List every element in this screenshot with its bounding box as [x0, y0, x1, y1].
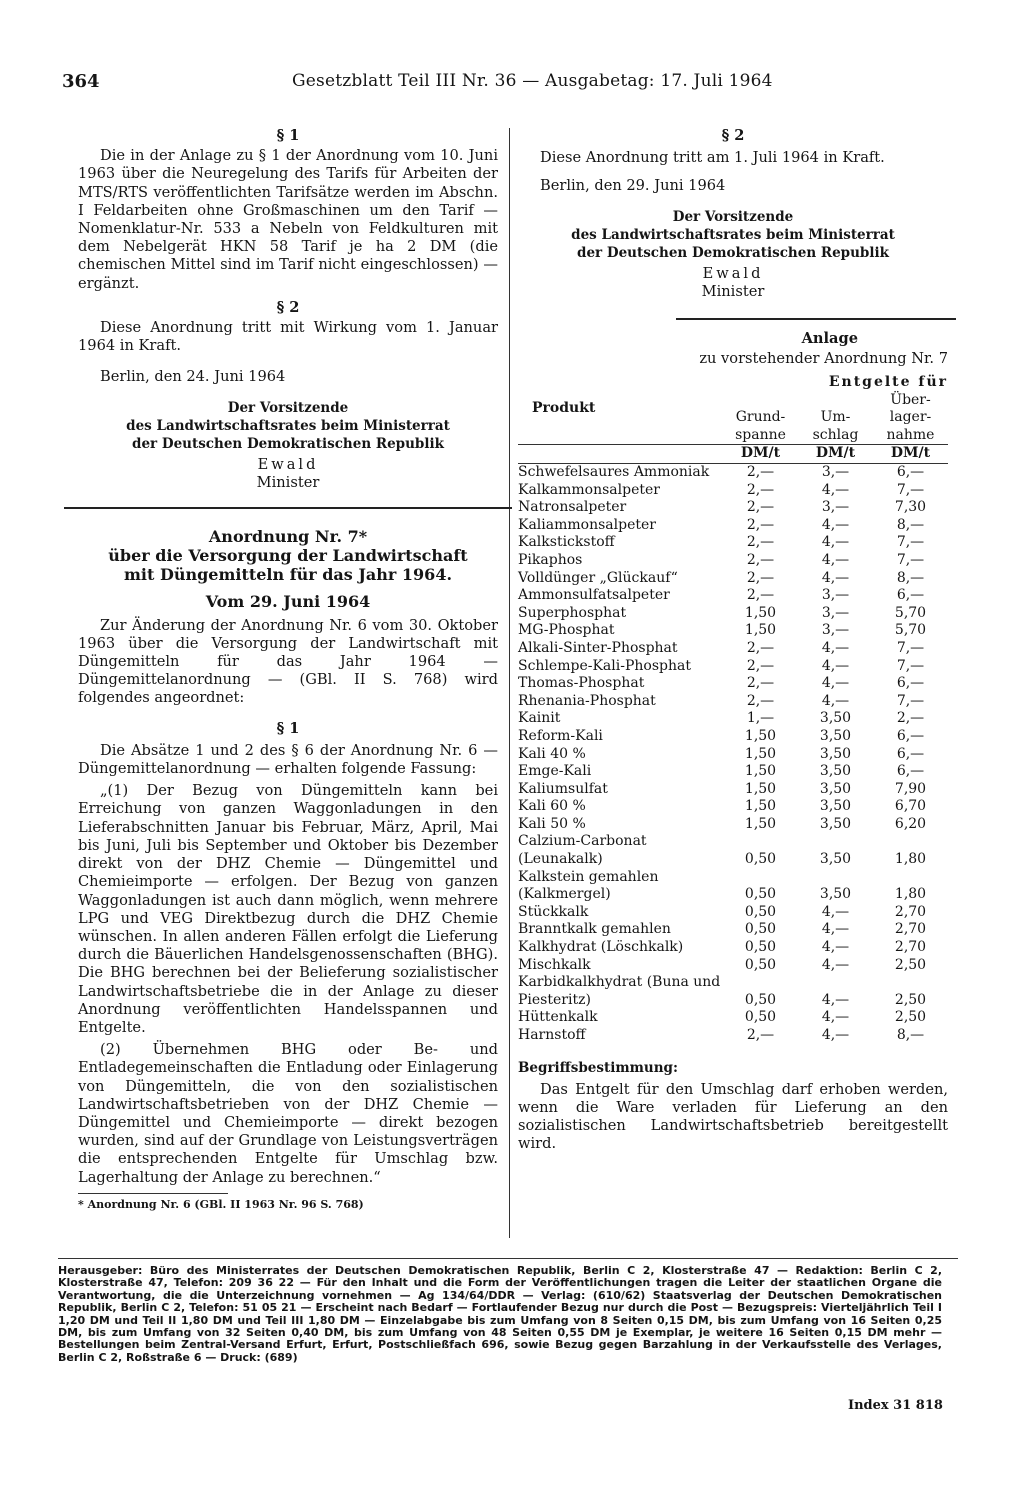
product-cell: Pikaphos	[518, 551, 583, 568]
ordinance-title: mit Düngemitteln für das Jahr 1964.	[123, 564, 453, 584]
table-row	[518, 570, 948, 588]
value-cell: 2,—	[746, 1027, 775, 1043]
ordinance-title: Anordnung Nr. 7*	[208, 526, 368, 546]
product-cell: Thomas-Phosphat	[518, 675, 645, 692]
column-divider	[509, 128, 510, 1238]
value-cell: 2,—	[746, 639, 775, 656]
signature-line: des Landwirtschaftsrates beim Ministerrat	[571, 226, 895, 243]
section-heading: § 2	[276, 298, 300, 316]
footnote-rule	[78, 1193, 228, 1194]
value-cell: 6,—	[896, 675, 925, 692]
product-cell: Branntkalk gemahlen	[518, 921, 671, 938]
value-cell: 3,50	[819, 780, 852, 797]
section-rule	[676, 318, 956, 320]
value-cell: 5,70	[894, 604, 927, 621]
signature-line: des Landwirtschaftsrates beim Ministerrat	[126, 417, 450, 434]
section-rule	[64, 507, 512, 509]
table-row	[518, 1009, 948, 1027]
value-cell: 2,70	[894, 939, 927, 956]
value-cell: 8,—	[896, 516, 925, 533]
place-date: Berlin, den 24. Juni 1964	[100, 368, 286, 386]
value-cell: 2,—	[746, 675, 775, 692]
value-cell: 2,—	[746, 587, 775, 604]
preamble: Zur Änderung der Anordnung Nr. 6 vom 30. Oktober 1963 über die Versorgung der Landwirtschaft mit Düngemitteln für das Jahr 1964 — Düngemittelanordnung — (GBl. II S. 768) wird folgendes angeordnet:	[78, 616, 498, 707]
value-cell: 2,—	[746, 516, 775, 533]
col-header-lagernahme: Über-lager-nahme	[886, 391, 935, 443]
value-cell: 2,—	[746, 657, 775, 674]
value-cell: 6,—	[896, 464, 925, 480]
table-row	[518, 939, 948, 957]
value-cell: 0,50	[744, 921, 777, 938]
value-cell: 6,70	[894, 798, 927, 815]
unit-cell: DM/t	[740, 445, 781, 462]
value-cell: 3,50	[819, 745, 852, 762]
value-cell: 3,50	[819, 886, 852, 903]
ordinance-title: über die Versorgung der Landwirtschaft	[108, 545, 468, 565]
signatory-role: Minister	[256, 474, 320, 492]
annex-subtitle: zu vorstehender Anordnung Nr. 7	[699, 349, 948, 367]
value-cell: 4,—	[821, 569, 850, 586]
definition-text: Das Entgelt für den Umschlag darf erhoben werden, wenn die Ware verladen für Lieferung an den sozialistischen Landwirtschaftsbetrieb bereitgestellt wird.	[518, 1080, 948, 1153]
value-cell: 7,90	[894, 780, 927, 797]
product-cell: Kali 50 %	[518, 815, 586, 832]
value-cell: 0,50	[744, 1009, 777, 1026]
value-cell: 2,—	[746, 551, 775, 568]
value-cell: 4,—	[821, 657, 850, 674]
value-cell: 3,50	[819, 815, 852, 832]
table-row	[518, 974, 948, 1009]
value-cell: 1,80	[894, 886, 927, 903]
product-cell: Kaliammonsalpeter	[518, 516, 656, 533]
table-row	[518, 728, 948, 746]
value-cell: 3,50	[819, 763, 852, 780]
place-date: Berlin, den 29. Juni 1964	[540, 177, 726, 195]
unit-cell: DM/t	[890, 445, 931, 462]
product-cell: Kali 60 %	[518, 798, 586, 815]
value-cell: 0,50	[744, 851, 777, 868]
value-cell: 1,—	[746, 710, 775, 727]
value-cell: 2,50	[894, 1009, 927, 1026]
table-row	[518, 675, 948, 693]
value-cell: 1,50	[744, 622, 777, 639]
value-cell: 1,50	[744, 798, 777, 815]
value-cell: 7,—	[896, 551, 925, 568]
value-cell: 1,50	[744, 727, 777, 744]
product-cell: Kali 40 %	[518, 745, 586, 762]
table-row	[518, 746, 948, 764]
value-cell: 3,50	[819, 851, 852, 868]
table-row	[518, 622, 948, 640]
value-cell: 0,50	[744, 903, 777, 920]
table-row	[518, 640, 948, 658]
value-cell: 2,50	[894, 991, 927, 1008]
product-cell: Karbidkalkhydrat (Buna und Piesteritz)	[518, 974, 721, 1008]
value-cell: 2,70	[894, 921, 927, 938]
signature-line: Der Vorsitzende	[672, 208, 794, 225]
product-cell: Kalkammonsalpeter	[518, 481, 660, 498]
value-cell: 7,—	[896, 657, 925, 674]
product-cell: Harnstoff	[518, 1027, 586, 1043]
col-group-header: Entgelte für	[828, 374, 948, 391]
product-cell: Emge-Kali	[518, 763, 592, 780]
value-cell: 3,—	[821, 587, 850, 604]
table-row	[518, 605, 948, 623]
value-cell: 3,50	[819, 710, 852, 727]
value-cell: 8,—	[896, 1027, 925, 1043]
value-cell: 3,—	[821, 464, 850, 480]
value-cell: 5,70	[894, 622, 927, 639]
header-title: Gesetzblatt Teil III Nr. 36 — Ausgabetag: 17. Juli 1964	[292, 71, 773, 91]
product-cell: Reform-Kali	[518, 727, 603, 744]
unit-cell: DM/t	[815, 445, 856, 462]
value-cell: 4,—	[821, 956, 850, 973]
value-cell: 2,—	[746, 464, 775, 480]
value-cell: 3,50	[819, 727, 852, 744]
value-cell: 4,—	[821, 1027, 850, 1043]
product-cell: Kalkstein gemahlen (Kalkmergel)	[518, 868, 659, 903]
value-cell: 0,50	[744, 956, 777, 973]
product-cell: Natronsalpeter	[518, 499, 627, 516]
table-row	[518, 869, 948, 904]
value-cell: 4,—	[821, 1009, 850, 1026]
value-cell: 4,—	[821, 481, 850, 498]
value-cell: 3,50	[819, 798, 852, 815]
section-heading: § 1	[276, 127, 300, 144]
paragraph: Diese Anordnung tritt am 1. Juli 1964 in Kraft.	[540, 149, 885, 167]
value-cell: 4,—	[821, 534, 850, 551]
value-cell: 6,—	[896, 763, 925, 780]
table-row	[518, 781, 948, 799]
value-cell: 3,—	[821, 622, 850, 639]
value-cell: 2,50	[894, 956, 927, 973]
paragraph: (2) Übernehmen BHG oder Be- und Entladegemeinschaften die Entladung oder Einlagerung von Düngemitteln, die von den sozialistischen Landwirtschaftsbetrieben von der DHZ Chemie — Düngemittel und Chemieimporte — direkt bezogen wurden, sind auf der Grundlage von Leistungsverträgen die entsprechenden Entgelte für Umschlag bzw. Lagerhaltung der Anlage zu berechnen.“	[78, 1041, 498, 1186]
value-cell: 8,—	[896, 569, 925, 586]
value-cell: 1,50	[744, 780, 777, 797]
signatory-name: Ewald	[702, 265, 764, 283]
table-row	[518, 921, 948, 939]
paragraph: Die Absätze 1 und 2 des § 6 der Anordnung Nr. 6 — Düngemittelanordnung — erhalten folgende Fassung:	[78, 741, 498, 778]
product-cell: Kaliumsulfat	[518, 780, 608, 797]
value-cell: 6,—	[896, 745, 925, 762]
value-cell: 1,50	[744, 745, 777, 762]
value-cell: 4,—	[821, 939, 850, 956]
section-heading: § 2	[721, 127, 745, 144]
value-cell: 2,—	[746, 692, 775, 709]
definition-heading: Begriffsbestimmung:	[518, 1059, 678, 1076]
paragraph: „(1) Der Bezug von Düngemitteln kann bei Erreichung von ganzen Waggonladungen in den Lieferabschnitten Januar bis Februar, März, April, Mai bis Juni, Juli bis September und Oktober bis Dezember direkt von der DHZ Chemie — Düngemittel und Chemieimporte — erfolgen. Der Bezug von ganzen Waggonladungen ist auch dann möglich, wenn mehrere LPG und VEG Direktbezug durch die DHZ Chemie wünschen. In allen anderen Fällen erfolgt die Lieferung durch die Bäuerlichen Handelsgenossenschaften (BHG). Die BHG berechnen bei der Belieferung sozialistischer Landwirtschaftsbetriebe die in der Anlage zu dieser Anordnung veröffentlichten Handelsspannen und Entgelte.	[78, 782, 498, 1036]
value-cell: 4,—	[821, 675, 850, 692]
value-cell: 1,50	[744, 763, 777, 780]
value-cell: 2,—	[746, 481, 775, 498]
value-cell: 4,—	[821, 639, 850, 656]
value-cell: 2,—	[746, 499, 775, 516]
table-row	[518, 763, 948, 781]
table-row	[518, 482, 948, 500]
value-cell: 3,—	[821, 604, 850, 621]
value-cell: 7,—	[896, 534, 925, 551]
section-heading: § 1	[276, 719, 300, 737]
value-cell: 7,30	[894, 499, 927, 516]
product-cell: Stückkalk	[518, 903, 589, 920]
col-header-umschlag: Um-schlag	[812, 409, 859, 443]
product-cell: Volldünger „Glückauf“	[518, 569, 678, 586]
table-row	[518, 904, 948, 922]
value-cell: 7,—	[896, 639, 925, 656]
value-cell: 2,—	[896, 710, 925, 727]
table-row	[518, 816, 948, 834]
table-row	[518, 658, 948, 676]
signatory-role: Minister	[701, 283, 765, 301]
value-cell: 4,—	[821, 921, 850, 938]
left-column	[78, 127, 498, 1214]
value-cell: 6,—	[896, 727, 925, 744]
value-cell: 4,—	[821, 551, 850, 568]
value-cell: 4,—	[821, 516, 850, 533]
value-cell: 1,50	[744, 815, 777, 832]
page-header	[0, 71, 1024, 101]
product-cell: Mischkalk	[518, 956, 591, 973]
imprint-rule	[58, 1258, 958, 1259]
table-row	[518, 499, 948, 517]
product-cell: Rhenania-Phosphat	[518, 692, 656, 709]
table-row	[518, 534, 948, 552]
table-row	[518, 710, 948, 728]
value-cell: 0,50	[744, 886, 777, 903]
value-cell: 4,—	[821, 692, 850, 709]
value-cell: 2,—	[746, 534, 775, 551]
product-cell: MG-Phosphat	[518, 622, 615, 639]
value-cell: 4,—	[821, 903, 850, 920]
value-cell: 0,50	[744, 991, 777, 1008]
table-row	[518, 693, 948, 711]
value-cell: 3,—	[821, 499, 850, 516]
tariff-rows	[518, 464, 948, 1045]
product-cell: Schwefelsaures Ammoniak	[518, 464, 710, 480]
signatory-name: Ewald	[257, 456, 319, 474]
value-cell: 1,80	[894, 851, 927, 868]
product-cell: Alkali-Sinter-Phosphat	[518, 639, 678, 656]
table-row	[518, 957, 948, 975]
table-row	[518, 798, 948, 816]
tariff-table	[518, 374, 948, 1045]
value-cell: 1,50	[744, 604, 777, 621]
index-number: Index 31 818	[848, 1398, 943, 1413]
signature-line: Der Vorsitzende	[227, 399, 349, 416]
product-cell: Kalkstickstoff	[518, 534, 615, 551]
paragraph: Diese Anordnung tritt mit Wirkung vom 1. Januar 1964 in Kraft.	[78, 319, 498, 355]
product-cell: Hüttenkalk	[518, 1009, 598, 1026]
product-cell: Kalkhydrat (Löschkalk)	[518, 939, 684, 956]
value-cell: 6,20	[894, 815, 927, 832]
signature-line: der Deutschen Demokratischen Republik	[132, 436, 444, 453]
page-number: 364	[62, 71, 100, 92]
value-cell: 4,—	[821, 991, 850, 1008]
ordinance-date: Vom 29. Juni 1964	[205, 591, 371, 611]
table-row	[518, 552, 948, 570]
product-cell: Superphosphat	[518, 604, 627, 621]
col-header-product: Produkt	[532, 400, 596, 417]
product-cell: Calzium-Carbonat (Leunakalk)	[518, 833, 647, 868]
annex-title: Anlage	[801, 329, 858, 347]
product-cell: Schlempe-Kali-Phosphat	[518, 657, 691, 674]
table-row	[518, 833, 948, 868]
value-cell: 7,—	[896, 692, 925, 709]
product-cell: Kainit	[518, 710, 561, 727]
value-cell: 6,—	[896, 587, 925, 604]
value-cell: 7,—	[896, 481, 925, 498]
col-header-grundspanne: Grund-spanne	[735, 409, 786, 443]
paragraph: Die in der Anlage zu § 1 der Anordnung vom 10. Juni 1963 über die Neuregelung des Tarifs für Arbeiten der MTS/RTS veröffentlichten Tarifsätze werden im Abschn. I Feldarbeiten ohne Großmaschinen um den Tarif — Nomenklatur-Nr. 533 a Nebeln von Feldkulturen mit dem Nebelgerät HKN 58 Tarif je ha 2 DM (die chemischen Mittel sind im Tarif nicht eingeschlossen) — ergänzt.	[78, 147, 498, 292]
right-column	[518, 127, 948, 1154]
table-row	[518, 587, 948, 605]
table-row	[518, 464, 948, 482]
value-cell: 2,—	[746, 569, 775, 586]
footnote: * Anordnung Nr. 6 (GBl. II 1963 Nr. 96 S. 768)	[78, 1197, 364, 1211]
signature-line: der Deutschen Demokratischen Republik	[577, 245, 889, 262]
value-cell: 0,50	[744, 939, 777, 956]
product-cell: Ammonsulfatsalpeter	[518, 587, 670, 604]
imprint: Herausgeber: Büro des Ministerrates der Deutschen Demokratischen Republik, Berlin C 2, Klosterstraße 47 — Redaktion: Berlin C 2, Klosterstraße 47, Telefon: 209 36 22 — Für den Inhalt und die Form der Veröffentlichungen tragen die Leiter der staatlichen Organe die Verantwortung, die die Unterzeichnung vornehmen — Ag 134/64/DDR — Verlag: (610/62) Staatsverlag der Deutschen Demokratischen Republik, Berlin C 2, Telefon: 51 05 21 — Erscheint nach Bedarf — Fortlaufender Bezug nur durch die Post — Bezugspreis: Vierteljährlich Teil I 1,20 DM und Teil II 1,80 DM und Teil III 1,80 DM — Einzelabgabe bis zum Umfang von 8 Seiten 0,15 DM, bis zum Umfang von 16 Seiten 0,25 DM, bis zum Umfang von 32 Seiten 0,40 DM, bis zum Umfang von 48 Seiten 0,55 DM je Exemplar, je weitere 16 Seiten 0,15 DM mehr — Bestellungen beim Zentral-Versand Erfurt, Erfurt, Postschließfach 696, sowie Bezug gegen Barzahlung in der Verkaufsstelle des Verlages, Berlin C 2, Roßstraße 6 — Druck: (689)	[58, 1264, 942, 1364]
value-cell: 2,70	[894, 903, 927, 920]
table-row	[518, 517, 948, 535]
table-row	[518, 1027, 948, 1045]
